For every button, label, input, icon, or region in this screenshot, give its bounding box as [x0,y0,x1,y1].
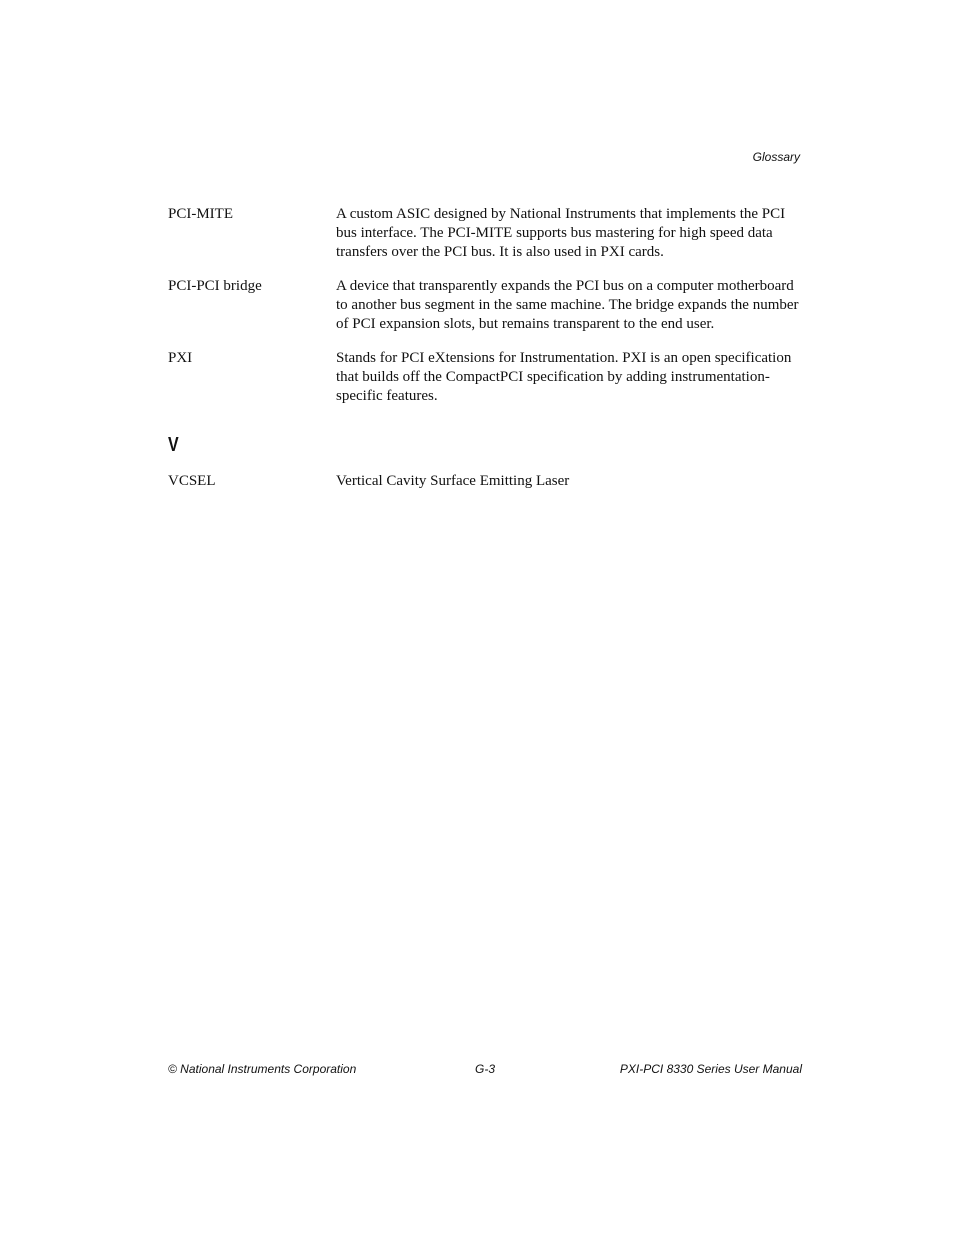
glossary-term: PXI [168,350,193,366]
glossary-entry-pxi [168,349,802,406]
footer-page-number: G-3 [475,1062,496,1076]
glossary-entry-pci-mite [168,205,802,262]
glossary-definition: A custom ASIC designed by National Instruments that implements the PCI bus interface. The PCI-MITE supports bus mastering for high speed data transfers over the PCI bus. It is also used in PXI cards. [336,206,786,260]
footer-copyright: © National Instruments Corporation [168,1062,357,1076]
glossary-entry-pci-pci-bridge [168,277,802,334]
glossary-term: VCSEL [168,473,216,489]
glossary-definition: Stands for PCI eXtensions for Instrumentation. PXI is an open specification that builds off the CompactPCI specification by adding instrumentation-specific features. [336,350,792,404]
glossary-entry-vcsel [168,472,802,491]
glossary-term: PCI-MITE [168,206,233,222]
running-header: Glossary [752,150,800,164]
glossary-list [168,205,802,506]
glossary-term: PCI-PCI bridge [168,278,262,294]
section-heading-v: V [168,434,179,456]
glossary-definition: A device that transparently expands the PCI bus on a computer motherboard to another bus segment in the same machine. The bridge expands the number of PCI expansion slots, but remains transparent to the end user. [336,278,799,332]
glossary-definition: Vertical Cavity Surface Emitting Laser [336,473,570,489]
footer-manual-title: PXI-PCI 8330 Series User Manual [619,1062,802,1076]
